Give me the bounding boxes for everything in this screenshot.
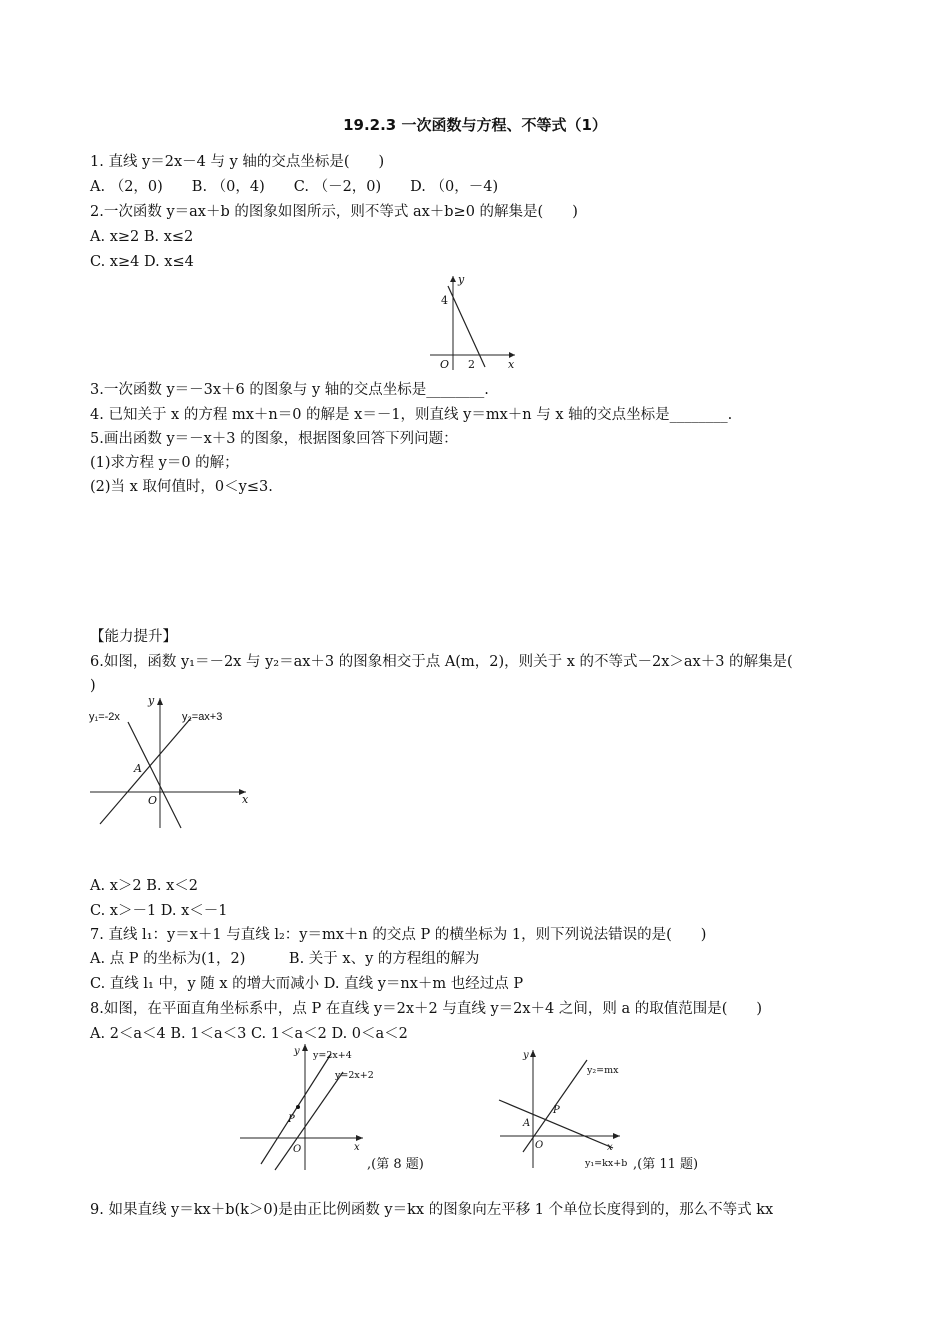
y-axis-label: y	[523, 1050, 529, 1061]
point-p-label: P	[288, 1114, 295, 1125]
figure-question-8	[235, 1040, 455, 1175]
line-y1-label: y₁=-2x	[89, 711, 120, 723]
y-axis-label: y	[458, 273, 465, 286]
question-5-part-2: (2)当 x 取何值时，0＜y≤3.	[90, 479, 273, 495]
x-axis-label: x	[354, 1142, 360, 1153]
line-y1-label: y₁=kx+b	[585, 1158, 628, 1169]
origin-label: O	[148, 794, 158, 807]
figure-question-2	[420, 270, 520, 375]
x-axis-label: x	[607, 1142, 613, 1153]
origin-label: O	[293, 1144, 302, 1155]
y-axis-label: y	[148, 694, 155, 707]
page-title: 19.2.3 一次函数与方程、不等式（1）	[343, 116, 607, 134]
x-axis-label: x	[242, 793, 249, 806]
question-2-options-ab: A. x≥2 B. x≤2	[90, 229, 194, 245]
line-upper-label: y=2x+4	[313, 1050, 352, 1061]
figure-question-6	[86, 690, 256, 830]
question-2-options-cd: C. x≥4 D. x≤4	[90, 254, 194, 270]
section-heading: 【能力提升】	[90, 629, 177, 645]
question-2: 2.一次函数 y＝ax＋b 的图象如图所示，则不等式 ax＋b≥0 的解集是( )	[90, 204, 578, 220]
question-7: 7. 直线 l₁：y＝x＋1 与直线 l₂：y＝mx＋n 的交点 P 的横坐标为 1，则下列说法错误的是( )	[90, 927, 707, 943]
line-lower-label: y=2x+2	[335, 1070, 374, 1081]
origin-label: O	[535, 1140, 544, 1151]
y-intercept-label: 4	[441, 294, 448, 307]
x-axis-label: x	[508, 358, 515, 371]
question-8-options: A. 2＜a＜4 B. 1＜a＜3 C. 1＜a＜2 D. 0＜a＜2	[90, 1026, 408, 1042]
question-6-options-ab: A. x＞2 B. x＜2	[90, 878, 198, 894]
y-axis-label: y	[294, 1046, 300, 1057]
line-y2-label: y₂=ax+3	[182, 711, 223, 723]
figure-11-caption: ,(第 11 题)	[633, 1157, 699, 1172]
point-a-label: A	[134, 762, 142, 775]
x-intercept-label: 2	[468, 358, 475, 371]
question-1-options: A. （2，0) B. （0，4) C. （－2，0) D. （0，－4)	[90, 179, 499, 195]
question-7-options-ab: A. 点 P 的坐标为(1，2) B. 关于 x、y 的方程组的解为	[90, 951, 480, 967]
origin-label: O	[440, 358, 450, 371]
figure-question-11	[495, 1040, 725, 1175]
figure-8-caption: ,(第 8 题)	[367, 1157, 424, 1172]
question-5: 5.画出函数 y＝－x＋3 的图象，根据图象回答下列问题：	[90, 431, 458, 447]
question-6-continued: )	[90, 678, 96, 694]
point-a-label: A	[523, 1118, 531, 1129]
question-1: 1. 直线 y＝2x－4 与 y 轴的交点坐标是( )	[90, 154, 385, 170]
question-3: 3.一次函数 y＝－3x＋6 的图象与 y 轴的交点坐标是________.	[90, 382, 489, 398]
question-4: 4. 已知关于 x 的方程 mx＋n＝0 的解是 x＝－1，则直线 y＝mx＋n 与 x 轴的交点坐标是________.	[90, 407, 733, 423]
question-7-options-cd: C. 直线 l₁ 中，y 随 x 的增大而减小 D. 直线 y＝nx＋m 也经过点 P	[90, 976, 524, 992]
question-6-options-cd: C. x＞－1 D. x＜－1	[90, 903, 228, 919]
point-p-label: P	[553, 1105, 560, 1116]
line-y2-mx-label: y₂=mx	[587, 1065, 619, 1076]
question-9: 9. 如果直线 y＝kx＋b(k＞0)是由正比例函数 y＝kx 的图象向左平移 1 个单位长度得到的，那么不等式 kx	[90, 1202, 774, 1218]
question-8: 8.如图，在平面直角坐标系中，点 P 在直线 y＝2x＋2 与直线 y＝2x＋4 之间，则 a 的取值范围是( )	[90, 1001, 763, 1017]
question-5-part-1: (1)求方程 y＝0 的解；	[90, 455, 239, 471]
question-6: 6.如图，函数 y₁＝－2x 与 y₂＝ax＋3 的图象相交于点 A(m，2)，则关于 x 的不等式－2x＞ax＋3 的解集是(	[90, 654, 793, 670]
